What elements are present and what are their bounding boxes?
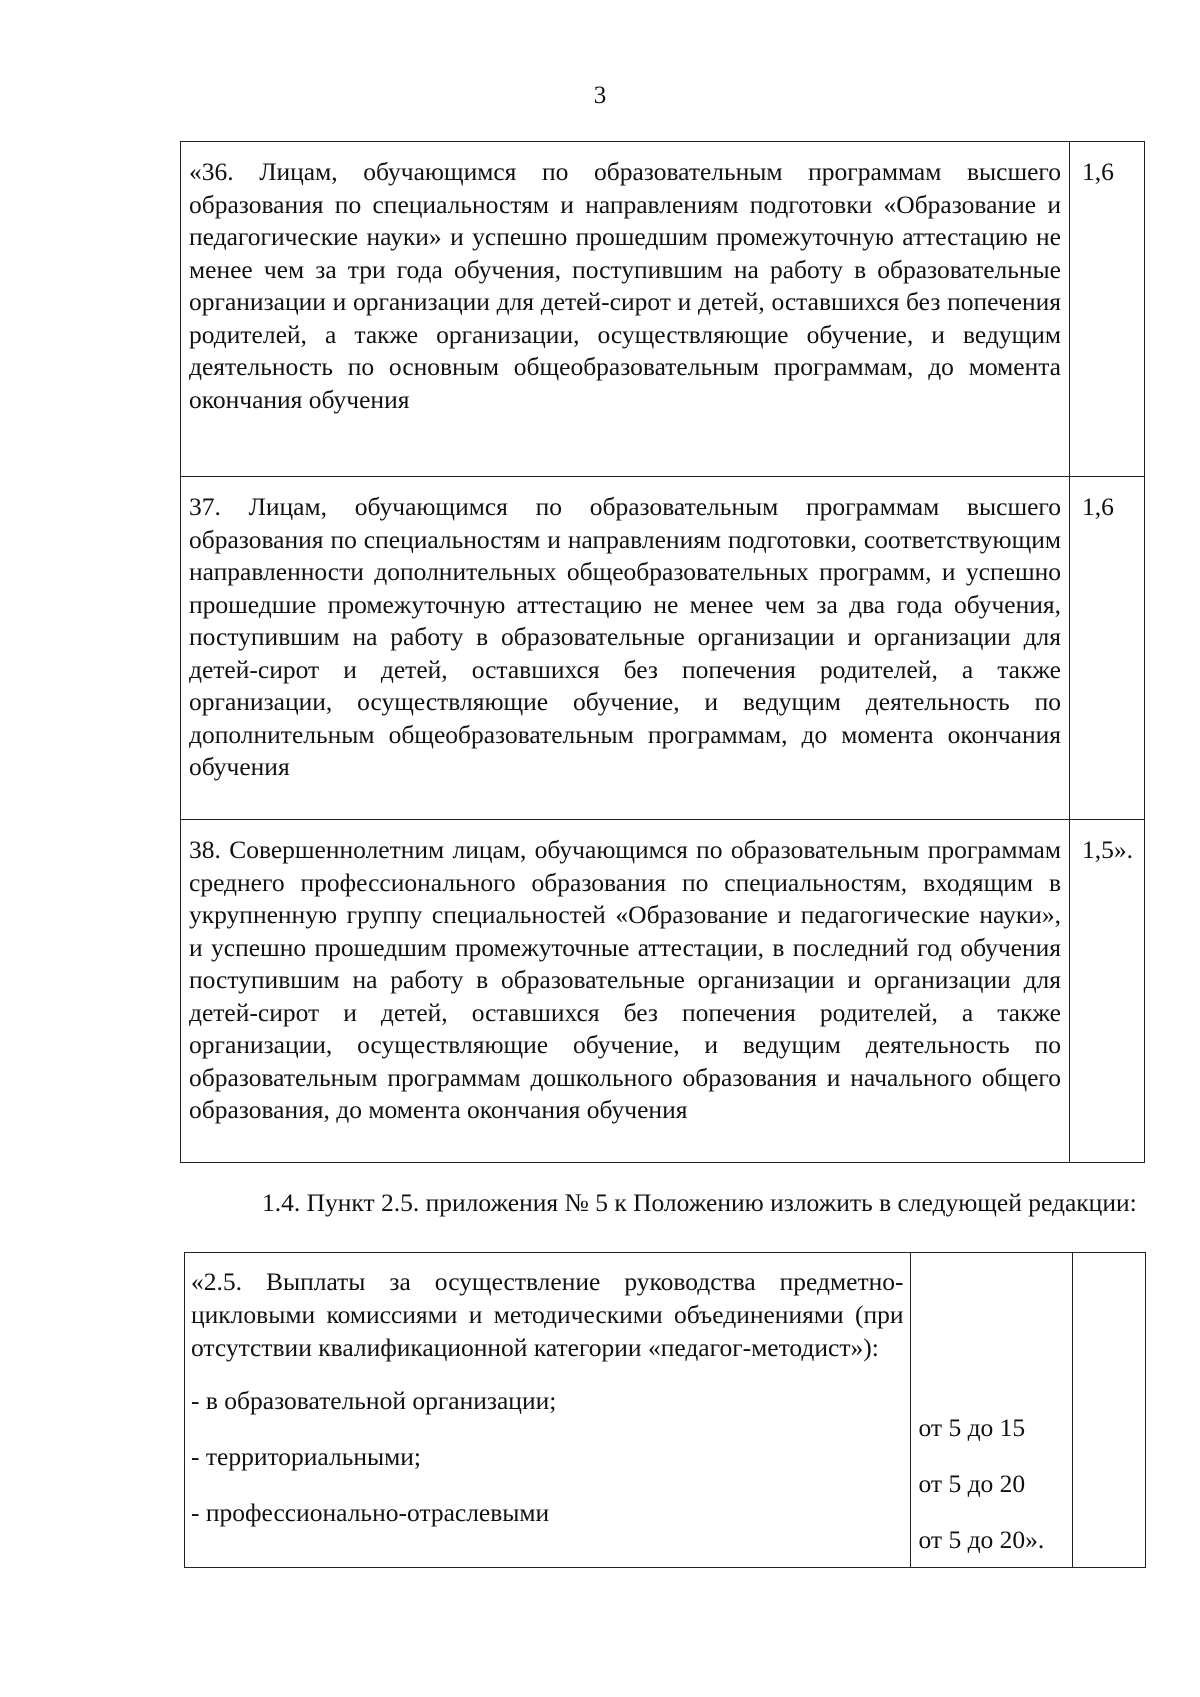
payment-item-label: - территориальными; <box>191 1442 421 1471</box>
payment-item-range: от 5 до 15 <box>918 1413 1026 1442</box>
row-text: 37. Лицам, обучающимся по образовательным программам высшего образования по специальностям и направлениям подготовки, соответствующим направленности дополнительных общеобразовательных программ, и успешно прошедшие промежуточную аттестацию не менее чем за два года обучения, поступившим на работу в образовательные организации и организации для детей-сирот и детей, оставшихся без попечения родителей, а также организации, осуществляющие обучение, и ведущим деятельность по дополнительным общеобразовательным программам, до момента окончания обучения <box>181 477 1070 820</box>
row-value: 1,5». <box>1070 820 1145 1163</box>
row-value: 1,6 <box>1070 142 1145 477</box>
row-text: 38. Совершеннолетним лицам, обучающимся по образовательным программам среднего профессионального образования по специальностям, входящим в укрупненную группу специальностей «Образование и педагогические науки», и успешно прошедшим промежуточные аттестации, в последний год обучения поступившим на работу в образовательные организации и организации для детей-сирот и детей, оставшихся без попечения родителей, а также организации, осуществляющие обучение, и ведущим деятельность по образовательным программам дошкольного образования и начального общего образования, до момента окончания обучения <box>181 820 1070 1163</box>
payments-table <box>184 1252 1146 1568</box>
payment-range-cell <box>910 1253 1073 1568</box>
coefficients-table <box>180 141 1145 1163</box>
table-row <box>181 142 1145 477</box>
payment-item-label: - в образовательной организации; <box>191 1386 557 1415</box>
payment-item-range: от 5 до 20». <box>918 1525 1045 1554</box>
table-row <box>185 1253 1146 1568</box>
row-value: 1,6 <box>1070 477 1145 820</box>
table-row <box>181 820 1145 1163</box>
payment-heading: «2.5. Выплаты за осуществление руководства предметно-цикловыми комиссиями и методическими объединениями (при отсутствии квалификационной категории «педагог-методист»): <box>191 1267 904 1362</box>
page-number: 3 <box>593 82 607 109</box>
table-row <box>181 477 1145 820</box>
payment-description-cell <box>185 1253 911 1568</box>
row-text: «36. Лицам, обучающимся по образовательным программам высшего образования по специальностям и направлениям подготовки «Образование и педагогические науки» и успешно прошедшим промежуточную аттестацию не менее чем за три года обучения, поступившим на работу в образовательные организации и организации для детей-сирот и детей, оставшихся без попечения родителей, а также организации, осуществляющие обучение, и ведущим деятельность по основным общеобразовательным программам, до момента окончания обучения <box>181 142 1070 477</box>
payment-item-label: - профессионально-отраслевыми <box>191 1498 550 1527</box>
amendment-paragraph: 1.4. Пункт 2.5. приложения № 5 к Положению изложить в следующей редакции: <box>262 1188 1137 1217</box>
payment-item-range: от 5 до 20 <box>918 1469 1026 1498</box>
empty-cell <box>1073 1253 1146 1568</box>
